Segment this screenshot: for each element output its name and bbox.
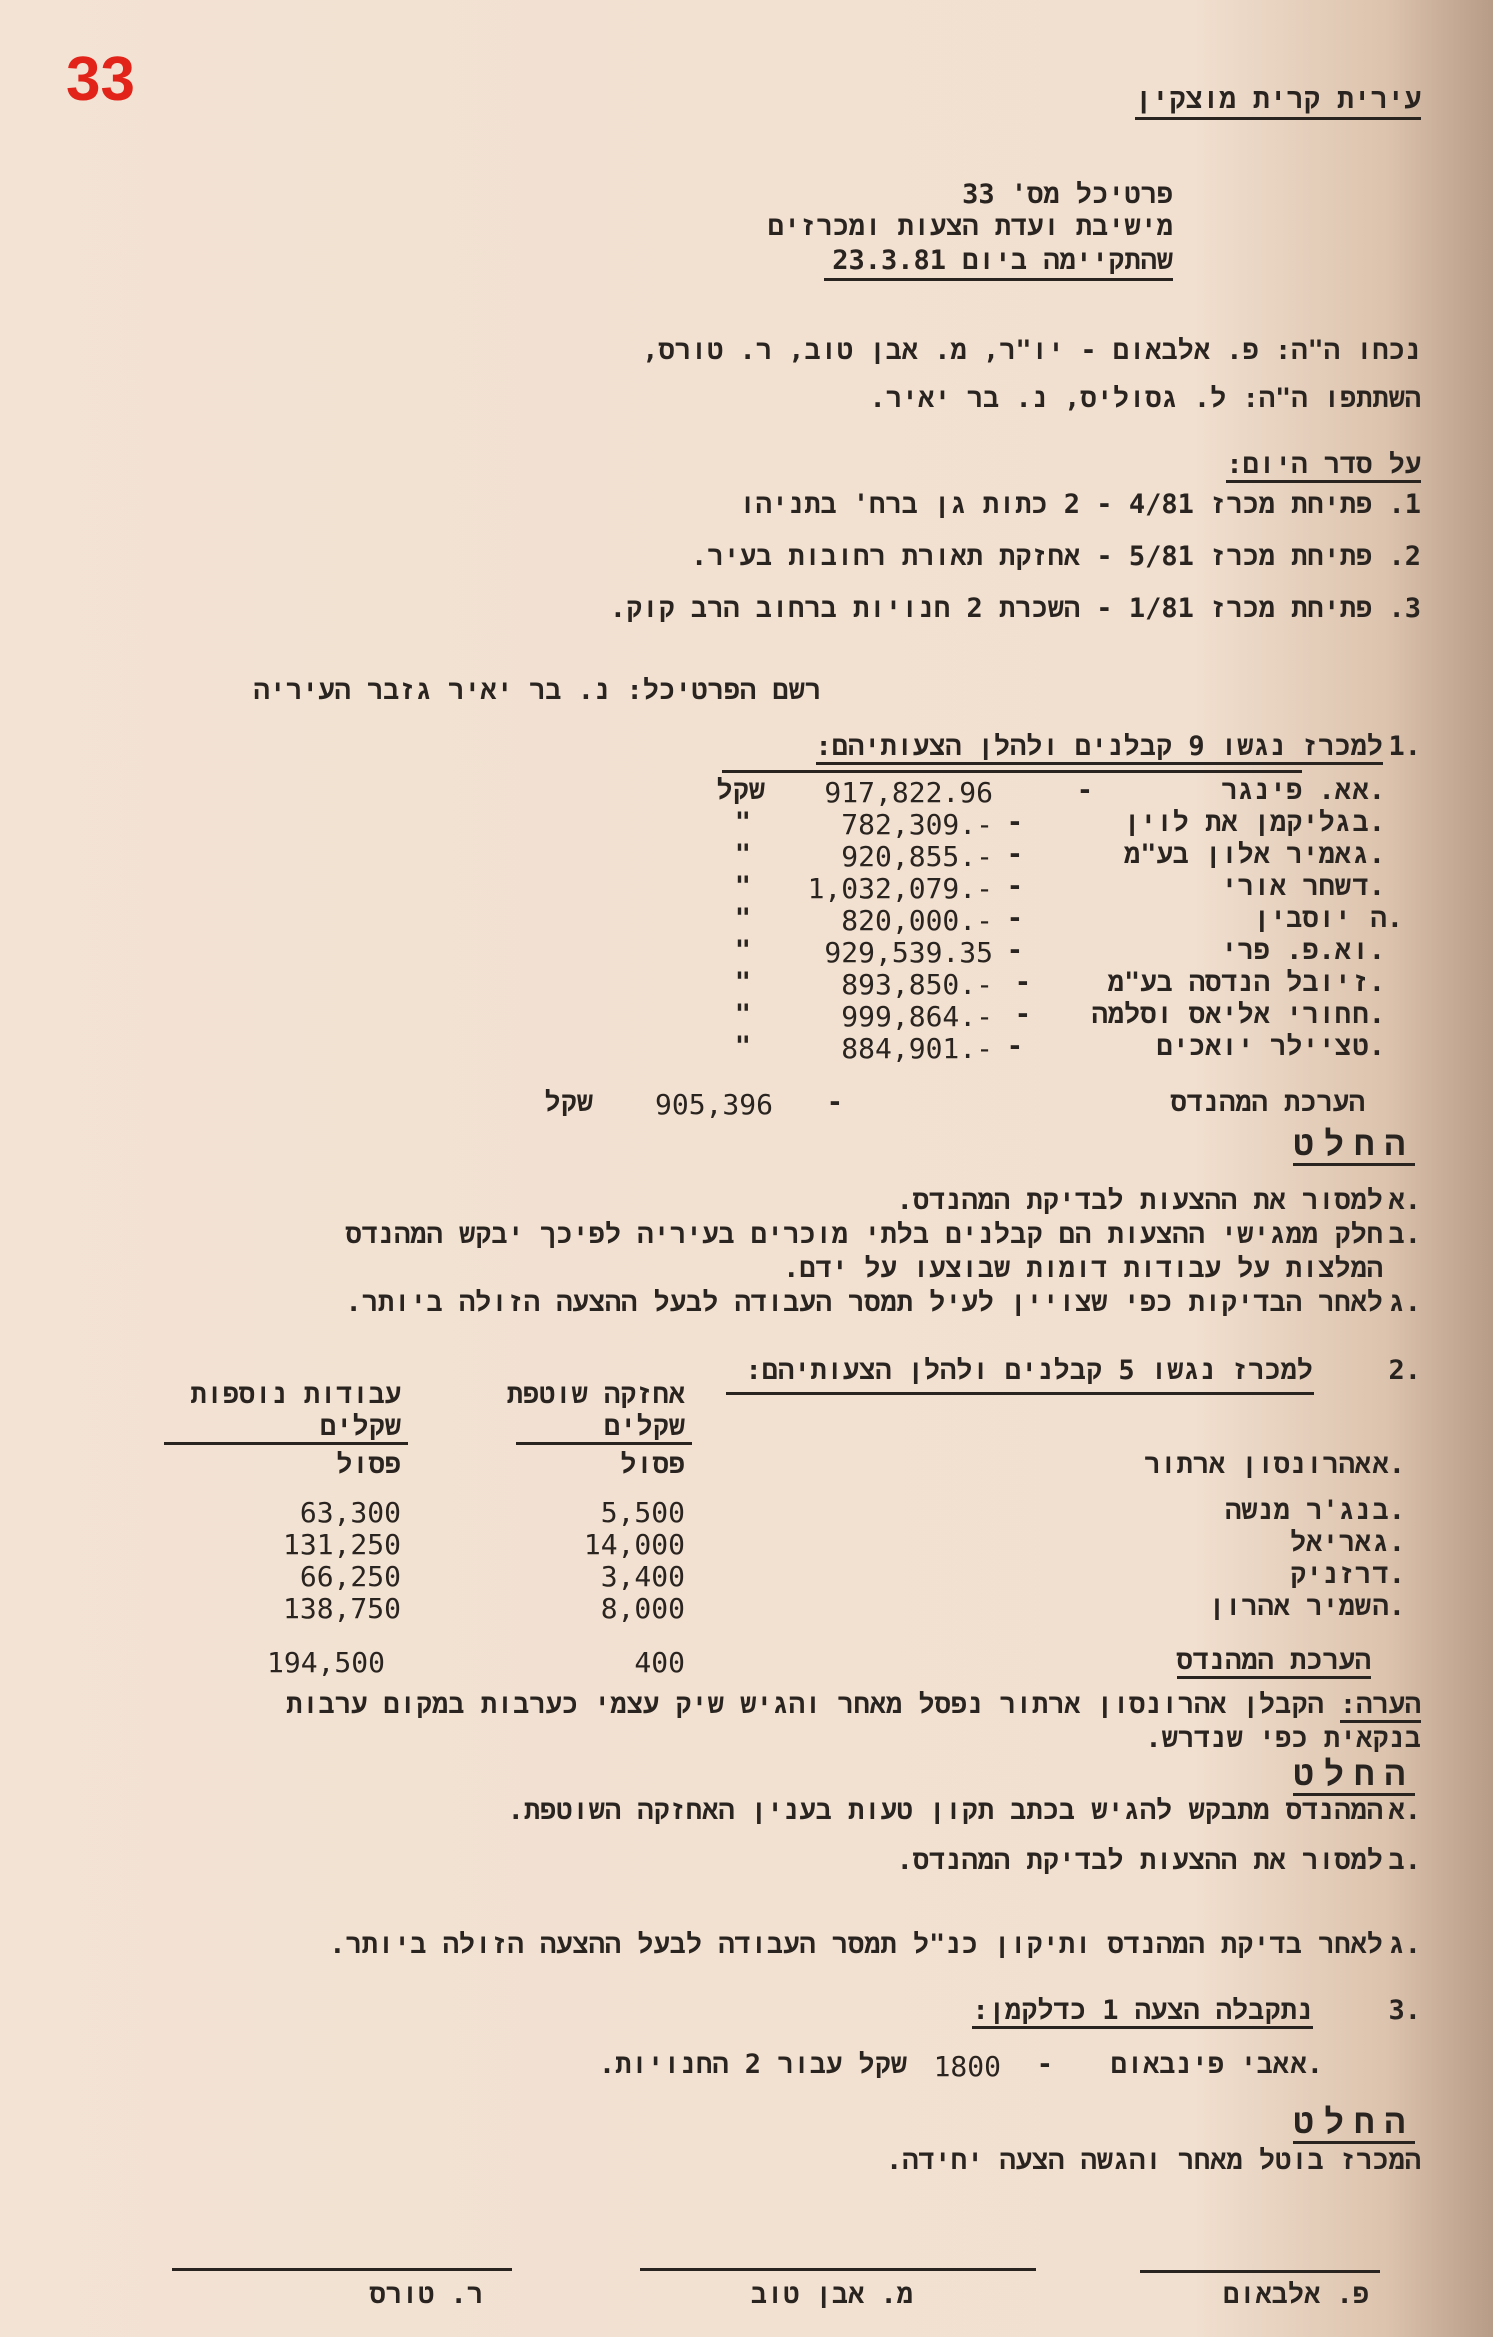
note-text: בנקאית כפי שנדרש. <box>1145 1723 1421 1754</box>
offer-dash: - <box>1036 2049 1053 2080</box>
engineer-estimate-dash: - <box>826 1087 843 1118</box>
protocol-number: פרטיכל מס' 33 <box>962 179 1173 210</box>
note <box>286 1690 1421 1720</box>
row-letter: ה. <box>1372 1591 1405 1622</box>
column-header: שקלים <box>319 1411 401 1442</box>
decision-text: המלצות על עבודות דומות שבוצעו על ידם. <box>783 1253 1383 1284</box>
section-number: 1. <box>1388 731 1421 762</box>
section-number: 3. <box>1388 1995 1421 2026</box>
bid-letter: ט. <box>1352 1031 1385 1062</box>
bid-letter: ז. <box>1352 967 1385 998</box>
row-letter: ג. <box>1372 1527 1405 1558</box>
note-text: הקבלן אהרונסון ארתור נפסל מאחר והגיש שיק עצמי כערבות במקום ערבות <box>286 1689 1324 1720</box>
section-title: למכרז נגשו 9 קבלנים ולהלן הצעותיהם: <box>816 732 1383 765</box>
signature-line <box>640 2268 1036 2271</box>
note-label: הערה: <box>1340 1689 1421 1723</box>
row-name: אריאל <box>1289 1527 1371 1558</box>
bid-letter: ד. <box>1352 871 1385 902</box>
decision-title: החלט <box>1293 1756 1415 1796</box>
bid-amount: 929,539.35 <box>824 936 993 969</box>
offer-letter: א. <box>1290 2049 1323 2080</box>
decision-title: החלט <box>1293 2104 1415 2144</box>
bid-dash: - <box>1006 839 1023 870</box>
bid-dash: - <box>1006 1031 1023 1062</box>
column-header: עבודות נוספות <box>190 1379 401 1410</box>
bid-unit: " <box>734 903 751 934</box>
row-col2: 63,300 <box>299 1496 401 1529</box>
signature-name: מ. אבן טוב <box>750 2279 913 2310</box>
bid-dash: - <box>1014 967 1031 998</box>
bid-letter: ה. <box>1370 903 1403 934</box>
participants: השתתפו ה"ה: ל. גסוליס, נ. בר יאיר. <box>869 383 1421 414</box>
engineer-estimate-unit: שקל <box>544 1087 593 1118</box>
engineer-estimate-col1: 400 <box>634 1646 685 1679</box>
bid-letter: ב. <box>1352 807 1385 838</box>
bid-letter: ג. <box>1352 839 1385 870</box>
bid-dash: - <box>1006 807 1023 838</box>
decision-title: החלט <box>1293 1126 1415 1166</box>
bid-letter: ח. <box>1352 999 1385 1030</box>
column-header: אחזקה שוטפת <box>506 1379 685 1410</box>
bid-dash: - <box>1076 775 1093 806</box>
bid-name: יובל הנדסה בע"מ <box>1107 967 1351 998</box>
signature-name: פ. אלבאום <box>1223 2279 1369 2310</box>
row-col2: 138,750 <box>282 1592 401 1625</box>
bid-letter: ו. <box>1352 935 1385 966</box>
bid-letter: א. <box>1352 775 1385 806</box>
bid-unit: " <box>734 839 751 870</box>
bid-unit: " <box>734 967 751 998</box>
bid-amount: 884,901.- <box>841 1032 993 1065</box>
column-header: שקלים <box>603 1411 685 1442</box>
signature-line <box>172 2268 512 2271</box>
decision-text: חלק ממגישי ההצעות הם קבלנים בלתי מוכרים בעיריה לפיכך יבקש המהנדס <box>345 1219 1383 1250</box>
offer-amount: 1800 <box>933 2050 1001 2083</box>
decision-text: למסור את ההצעות לבדיקת המהנדס. <box>896 1185 1383 1216</box>
bid-name: ציילר יואכים <box>1156 1031 1351 1062</box>
offer-name: אבי פינבאום <box>1110 2049 1289 2080</box>
decision-letter: ג. <box>1388 1929 1421 1960</box>
section-number: 2. <box>1388 1355 1421 1386</box>
agenda-title: על סדר היום: <box>1226 450 1421 483</box>
signature-line <box>1140 2270 1380 2273</box>
signature-name: ר. טורס <box>369 2279 483 2310</box>
present-members: נכחו ה"ה: פ. אלבאום - יו"ר, מ. אבן טוב, ר. טורס, <box>642 335 1421 366</box>
decision-text: לאחר הבדיקות כפי שצויין לעיל תמסר העבודה לבעל ההצעה הזולה ביותר. <box>345 1287 1383 1318</box>
row-col2: 66,250 <box>299 1560 401 1593</box>
bid-unit: " <box>734 935 751 966</box>
bid-unit: שקל <box>716 775 765 806</box>
bid-name: א.פ. פרי <box>1221 935 1351 966</box>
row-name: רזניק <box>1289 1559 1371 1590</box>
bid-name: שחר אורי <box>1221 871 1351 902</box>
decision-letter: ב. <box>1388 1845 1421 1876</box>
row-col1: 14,000 <box>583 1528 685 1561</box>
title-rule <box>726 1392 1314 1395</box>
bid-dash: - <box>1014 999 1031 1030</box>
decision-text: למסור את ההצעות לבדיקת המהנדס. <box>896 1845 1383 1876</box>
row-col2: 131,250 <box>282 1528 401 1561</box>
bid-amount: 1,032,079.- <box>807 872 993 905</box>
offer-text: שקל עבור 2 החנויות. <box>598 2049 907 2080</box>
row-col1: 3,400 <box>600 1560 685 1593</box>
bid-amount: 999,864.- <box>841 1000 993 1033</box>
decision-letter: א. <box>1388 1185 1421 1216</box>
row-letter: ב. <box>1372 1495 1405 1526</box>
section-title: למכרז נגשו 5 קבלנים ולהלן הצעותיהם: <box>745 1355 1313 1386</box>
bid-name: אמיר אלון בע"מ <box>1124 839 1351 870</box>
bid-name: גליקמן את לוין <box>1124 807 1351 838</box>
agenda-item: 3. פתיחת מכרז 1/81 - השכרת 2 חנויות ברחוב הרב קוק. <box>609 593 1421 624</box>
bid-amount: 893,850.- <box>841 968 993 1001</box>
bid-name: חורי אליאס וסלמה <box>1091 999 1351 1030</box>
decision-letter: א. <box>1388 1795 1421 1826</box>
row-col1: פסול <box>620 1449 685 1480</box>
section-title: נתקבלה הצעה 1 כדלקמן: <box>972 1996 1313 2029</box>
row-name: שמיר אהרון <box>1208 1591 1371 1622</box>
engineer-estimate-label: הערכת המהנדס <box>1177 1646 1371 1679</box>
row-col2: פסול <box>336 1449 401 1480</box>
protocol-recorder: רשם הפרטיכל: נ. בר יאיר גזבר העיריה <box>253 675 821 706</box>
bid-unit: " <box>734 807 751 838</box>
bid-name: יוסבין <box>1253 903 1351 934</box>
agenda-item: 1. פתיחת מכרז 4/81 - 2 כתות גן ברח' בתניהו <box>739 489 1421 520</box>
bid-dash: - <box>1006 935 1023 966</box>
bid-amount: 782,309.- <box>841 808 993 841</box>
column-rule <box>516 1442 692 1445</box>
decision-text: לאחר בדיקת המהנדס ותיקון כנ"ל תמסר העבודה לבעל ההצעה הזולה ביותר. <box>329 1929 1383 1960</box>
decision-letter: ב. <box>1388 1219 1421 1250</box>
engineer-estimate-amount: 905,396 <box>654 1088 773 1121</box>
meeting-title: מישיבת ועדת הצעות ומכרזים <box>767 211 1173 242</box>
row-col1: 5,500 <box>600 1496 685 1529</box>
engineer-estimate-label: הערכת המהנדס <box>1170 1087 1365 1118</box>
meeting-date: שהתקיימה ביום 23.3.81 <box>824 246 1173 281</box>
row-letter: ד. <box>1372 1559 1405 1590</box>
row-col1: 8,000 <box>600 1592 685 1625</box>
bid-amount: 920,855.- <box>841 840 993 873</box>
page-number: 33 <box>66 45 135 114</box>
decision-text: המכרז בוטל מאחר והגשה הצעה יחידה. <box>885 2145 1421 2176</box>
bid-name: א. פינגר <box>1221 775 1351 806</box>
bid-dash: - <box>1006 871 1023 902</box>
row-name: נג'ר מנשה <box>1225 1495 1371 1526</box>
decision-text: המהנדס מתבקש להגיש בכתב תקון טעות בענין האחזקה השוטפת. <box>507 1795 1383 1826</box>
row-letter: א. <box>1372 1449 1405 1480</box>
bid-unit: " <box>734 999 751 1030</box>
row-name: אהרונסון ארתור <box>1144 1449 1371 1480</box>
decision-letter: ג. <box>1388 1287 1421 1318</box>
bid-amount: 917,822.96 <box>824 776 993 809</box>
bid-amount: 820,000.- <box>841 904 993 937</box>
agenda-item: 2. פתיחת מכרז 5/81 - אחזקת תאורת רחובות בעיר. <box>690 541 1421 572</box>
column-rule <box>164 1442 408 1445</box>
bid-unit: " <box>734 871 751 902</box>
municipality-header: עירית קרית מוצקין <box>1135 84 1421 120</box>
engineer-estimate-col2: 194,500 <box>266 1646 385 1679</box>
bid-unit: " <box>734 1031 751 1062</box>
bid-dash: - <box>1006 903 1023 934</box>
table-rule <box>722 770 1302 773</box>
